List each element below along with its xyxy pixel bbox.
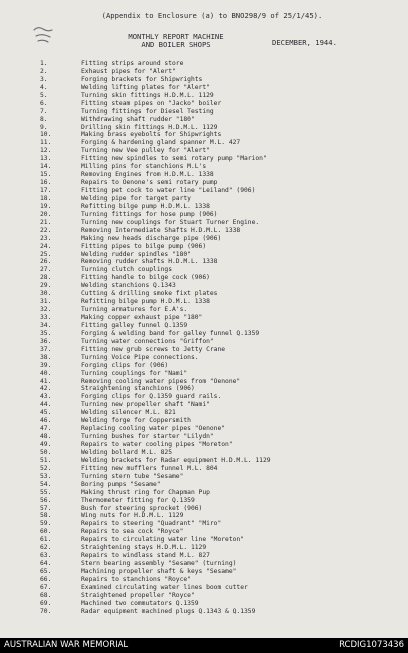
item-number: 67.	[40, 583, 52, 591]
item-text: Examined circulating water lines boom cutter	[81, 583, 248, 591]
item-text: Making new heads discharge pipe (906)	[81, 234, 222, 242]
list-item	[0, 298, 408, 306]
archive-record-id: RCDIG1073436	[339, 640, 404, 650]
list-item	[0, 449, 408, 457]
item-text: Exhaust pipes for "Alert"	[81, 67, 176, 75]
item-number: 16.	[40, 179, 52, 187]
item-text: Fitting steam pipes on "Jacko" boiler	[81, 99, 222, 107]
item-text: Turning stern tube "Sesame"	[81, 472, 184, 480]
item-number: 23.	[40, 234, 52, 242]
item-number: 22.	[40, 226, 52, 234]
item-number: 49.	[40, 441, 52, 448]
item-text: Turning bushes for starter "Lilydn"	[81, 433, 214, 441]
work-items-list	[0, 60, 408, 616]
item-number: 6.	[40, 99, 48, 107]
item-text: Cutting & drilling smoke fixt plates	[81, 290, 218, 298]
item-text: Turning fittings for Diesel Testing	[81, 107, 214, 115]
list-item	[0, 203, 408, 211]
list-item	[0, 76, 408, 84]
item-number: 2.	[40, 67, 48, 75]
list-item	[0, 243, 408, 251]
item-number: 21.	[40, 218, 52, 226]
item-number: 63.	[40, 552, 52, 560]
item-text: Machined two commutators Q.1359	[81, 599, 199, 607]
item-text: Turning new Vee pulley for "Alert"	[81, 147, 210, 155]
item-text: Turning fittings for hose pump (906)	[81, 210, 218, 218]
item-text: Fitting pet cock to water line "Leiland" (906)	[81, 187, 256, 194]
appendix-reference: (Appendix to Enclosure (a) to BNO298/9 of 25/1/45).	[101, 11, 323, 20]
item-number: 32.	[40, 306, 52, 314]
item-number: 24.	[40, 242, 52, 250]
item-text: Turning clutch couplings	[81, 266, 172, 274]
item-number: 70.	[40, 607, 52, 615]
item-number: 46.	[40, 417, 52, 425]
list-item	[0, 108, 408, 116]
item-text: Fitting new mufflers funnel M.L. 804	[81, 464, 218, 472]
item-text: Removing cooling water pipes from "Oenone"	[81, 377, 241, 385]
list-item	[0, 354, 408, 362]
report-title: MONTHLY REPORT MACHINE	[128, 32, 224, 41]
item-text: Fitting new spindles to semi rotary pump "Marion"	[81, 155, 267, 163]
item-text: Replacing cooling water pipes "Oenone"	[81, 425, 226, 433]
list-item	[0, 155, 408, 163]
item-number: 60.	[40, 528, 52, 536]
item-number: 55.	[40, 488, 52, 496]
item-number: 31.	[40, 298, 52, 306]
list-item	[0, 608, 408, 616]
item-text: Turning armatures for E.A's.	[81, 306, 188, 314]
list-item	[0, 163, 408, 171]
list-item	[0, 433, 408, 441]
list-item	[0, 266, 408, 274]
item-number: 20.	[40, 210, 52, 218]
item-text: Welding forge for Coppersmith	[81, 417, 191, 425]
item-text: Removing Intermediate Shafts H.D.M.L. 1338	[81, 226, 241, 234]
item-number: 35.	[40, 329, 52, 337]
item-text: Straightened propeller "Royce"	[81, 591, 195, 599]
list-item	[0, 92, 408, 100]
item-text: Forging & hardening gland spanner M.L. 427	[81, 139, 241, 147]
list-item	[0, 68, 408, 76]
item-text: Fitting pipes to bilge pump (906)	[81, 242, 207, 250]
item-text: Fitting new grub screws to Jetty Crane	[81, 345, 226, 353]
item-text: Drilling skin fittings H.D.M.L. 1129	[81, 123, 218, 131]
list-item	[0, 489, 408, 497]
item-text: Refitting bilge pump H.D.M.L. 1338	[81, 202, 210, 210]
item-text: Repairs to circulating water line "Moreton"	[81, 536, 245, 544]
item-text: Welding silencer M.L. 821	[81, 409, 176, 417]
item-text: Thermometer fitting for Q.1359	[81, 496, 195, 504]
list-item	[0, 370, 408, 378]
list-item	[0, 171, 408, 179]
list-item	[0, 362, 408, 370]
item-text: Making thrust ring for Chapman Pup	[81, 488, 210, 496]
item-number: 44.	[40, 401, 52, 409]
list-item	[0, 473, 408, 481]
item-text: Turning Voice Pipe connections.	[81, 353, 199, 361]
report-subtitle: AND BOILER SHOPS	[141, 40, 211, 49]
list-item	[0, 520, 408, 528]
list-item	[0, 401, 408, 409]
item-text: Repairs to windlass stand M.L. 827	[81, 552, 210, 560]
item-text: Removing rudder shafts H.D.M.L. 1338	[81, 258, 218, 266]
list-item	[0, 227, 408, 235]
item-number: 18.	[40, 194, 52, 202]
item-text: Milling pins for stanchions M.L's	[81, 163, 207, 171]
item-number: 66.	[40, 575, 52, 583]
item-text: Repairs to sea cock "Royce"	[81, 528, 184, 536]
item-text: Bush for steering sprocket (906)	[81, 504, 203, 512]
list-item	[0, 290, 408, 298]
item-text: Repairs to steering "Quadrant" "Miro"	[81, 520, 222, 528]
item-number: 25.	[40, 250, 52, 258]
item-text: Stern bearing assembly "Sesame" (turning)	[81, 560, 237, 568]
list-item	[0, 251, 408, 259]
list-item	[0, 417, 408, 425]
item-text: Radar equipment machined plugs Q.1343 & Q.1359	[81, 607, 256, 615]
list-item	[0, 393, 408, 401]
item-text: Repairs to stanchions "Royce"	[81, 575, 191, 583]
item-number: 51.	[40, 456, 52, 464]
list-item	[0, 274, 408, 282]
list-item	[0, 457, 408, 465]
list-item	[0, 147, 408, 155]
item-text: Repairs to water cooling pipes "Moreton"	[81, 441, 233, 448]
item-number: 40.	[40, 369, 52, 377]
item-number: 62.	[40, 544, 52, 552]
item-number: 37.	[40, 345, 52, 353]
list-item	[0, 481, 408, 489]
item-number: 52.	[40, 464, 52, 472]
item-number: 41.	[40, 377, 52, 385]
item-number: 61.	[40, 536, 52, 544]
item-text: Making copper exhaust pipe "180"	[81, 314, 203, 321]
item-number: 43.	[40, 393, 52, 401]
list-item	[0, 409, 408, 417]
list-item	[0, 512, 408, 520]
list-item	[0, 219, 408, 227]
archive-footer	[0, 638, 408, 653]
item-text: Turning skin fittings H.D.M.L. 1129	[81, 91, 214, 99]
item-text: Fitting strips around store	[81, 60, 184, 67]
item-number: 68.	[40, 591, 52, 599]
item-number: 1.	[40, 60, 48, 67]
item-number: 50.	[40, 448, 52, 456]
list-item	[0, 600, 408, 608]
item-number: 65.	[40, 568, 52, 575]
list-item	[0, 528, 408, 536]
item-number: 56.	[40, 496, 52, 504]
list-item	[0, 465, 408, 473]
item-number: 36.	[40, 337, 52, 345]
list-item	[0, 84, 408, 92]
list-item	[0, 131, 408, 139]
item-number: 58.	[40, 512, 52, 520]
list-item	[0, 425, 408, 433]
item-number: 57.	[40, 504, 52, 512]
item-number: 64.	[40, 560, 52, 568]
item-text: Forging clips for Q.1359 guard rails.	[81, 393, 222, 401]
item-number: 59.	[40, 520, 52, 528]
item-text: Boring pumps "Sesame"	[81, 480, 161, 488]
item-text: Welding bollard M.L. 825	[81, 448, 172, 456]
list-item	[0, 536, 408, 544]
list-item	[0, 187, 408, 195]
list-item	[0, 338, 408, 346]
item-text: Fitting galley funnel Q.1359	[81, 321, 188, 329]
list-item	[0, 306, 408, 314]
list-item	[0, 322, 408, 330]
report-month: DECEMBER, 1944.	[272, 38, 337, 47]
item-number: 13.	[40, 155, 52, 163]
list-item	[0, 385, 408, 393]
item-number: 3.	[40, 75, 48, 83]
item-number: 29.	[40, 282, 52, 290]
item-number: 54.	[40, 480, 52, 488]
list-item	[0, 576, 408, 584]
item-number: 7.	[40, 107, 48, 115]
list-item	[0, 378, 408, 386]
list-item	[0, 544, 408, 552]
list-item	[0, 282, 408, 290]
item-number: 11.	[40, 139, 52, 147]
list-item	[0, 195, 408, 203]
list-item	[0, 124, 408, 132]
item-number: 5.	[40, 91, 48, 99]
item-text: Welding stanchions Q.1343	[81, 282, 176, 290]
item-text: Withdrawing shaft rudder "180"	[81, 115, 195, 123]
item-text: Forging & welding band for galley funnel Q.1359	[81, 329, 260, 337]
item-number: 42.	[40, 385, 52, 393]
list-item	[0, 179, 408, 187]
list-item	[0, 139, 408, 147]
list-item	[0, 552, 408, 560]
item-number: 39.	[40, 361, 52, 369]
item-text: Straightening stanchions (906)	[81, 385, 195, 393]
item-number: 48.	[40, 433, 52, 441]
item-text: Welding rudder spindles "180"	[81, 250, 191, 258]
item-text: Turning new couplings for Stuart Turner Engine.	[81, 218, 260, 226]
item-number: 4.	[40, 83, 48, 91]
item-number: 14.	[40, 163, 52, 171]
item-number: 45.	[40, 409, 52, 417]
archive-name: AUSTRALIAN WAR MEMORIAL	[4, 640, 129, 650]
item-number: 53.	[40, 472, 52, 480]
item-number: 19.	[40, 202, 52, 210]
list-item	[0, 568, 408, 576]
item-number: 12.	[40, 147, 52, 155]
item-text: Fitting handle to bilge cock (906)	[81, 274, 210, 282]
item-number: 30.	[40, 290, 52, 298]
item-number: 47.	[40, 425, 52, 433]
item-text: Welding pipe for target party	[81, 194, 191, 202]
list-item	[0, 60, 408, 68]
item-number: 10.	[40, 131, 52, 139]
list-item	[0, 100, 408, 108]
item-number: 27.	[40, 266, 52, 274]
list-item	[0, 211, 408, 219]
item-text: Repairs to Oenone's semi rotary pump	[81, 179, 218, 187]
list-item	[0, 592, 408, 600]
item-text: Forging brackets for Shipwrights	[81, 75, 203, 83]
item-text: Turning couplings for "Nami"	[81, 369, 188, 377]
item-text: Forging clips for (906)	[81, 361, 169, 369]
item-number: 15.	[40, 171, 52, 179]
list-item	[0, 235, 408, 243]
item-text: Refitting bilge pump H.D.M.L. 1338	[81, 298, 210, 306]
list-item	[0, 116, 408, 124]
list-item	[0, 560, 408, 568]
item-number: 26.	[40, 258, 52, 266]
list-item	[0, 441, 408, 449]
item-text: Welding brackets for Radar equipment H.D.M.L. 1129	[81, 456, 271, 464]
item-number: 33.	[40, 314, 52, 321]
item-text: Turning new propeller shaft "Nami"	[81, 401, 210, 409]
list-item	[0, 258, 408, 266]
item-text: Welding lifting plates for "Alert"	[81, 83, 210, 91]
list-item	[0, 314, 408, 322]
item-number: 17.	[40, 187, 52, 194]
item-number: 8.	[40, 115, 48, 123]
item-text: Straightening stays H.D.M.L. 1129	[81, 544, 207, 552]
item-text: Wing nuts for H.D.M.L. 1129	[81, 512, 184, 520]
list-item	[0, 497, 408, 505]
list-item	[0, 330, 408, 338]
item-text: Machining propeller shaft & keys "Sesame"	[81, 568, 237, 575]
item-number: 28.	[40, 274, 52, 282]
item-number: 38.	[40, 353, 52, 361]
item-text: Making brass eyebolts for Shipwrights	[81, 131, 222, 139]
item-text: Removing Engines from H.D.M.L. 1338	[81, 171, 214, 179]
item-number: 69.	[40, 599, 52, 607]
item-text: Turning water connections "Griffon"	[81, 337, 214, 345]
list-item	[0, 505, 408, 513]
item-number: 9.	[40, 123, 48, 131]
item-number: 34.	[40, 321, 52, 329]
list-item	[0, 584, 408, 592]
list-item	[0, 346, 408, 354]
